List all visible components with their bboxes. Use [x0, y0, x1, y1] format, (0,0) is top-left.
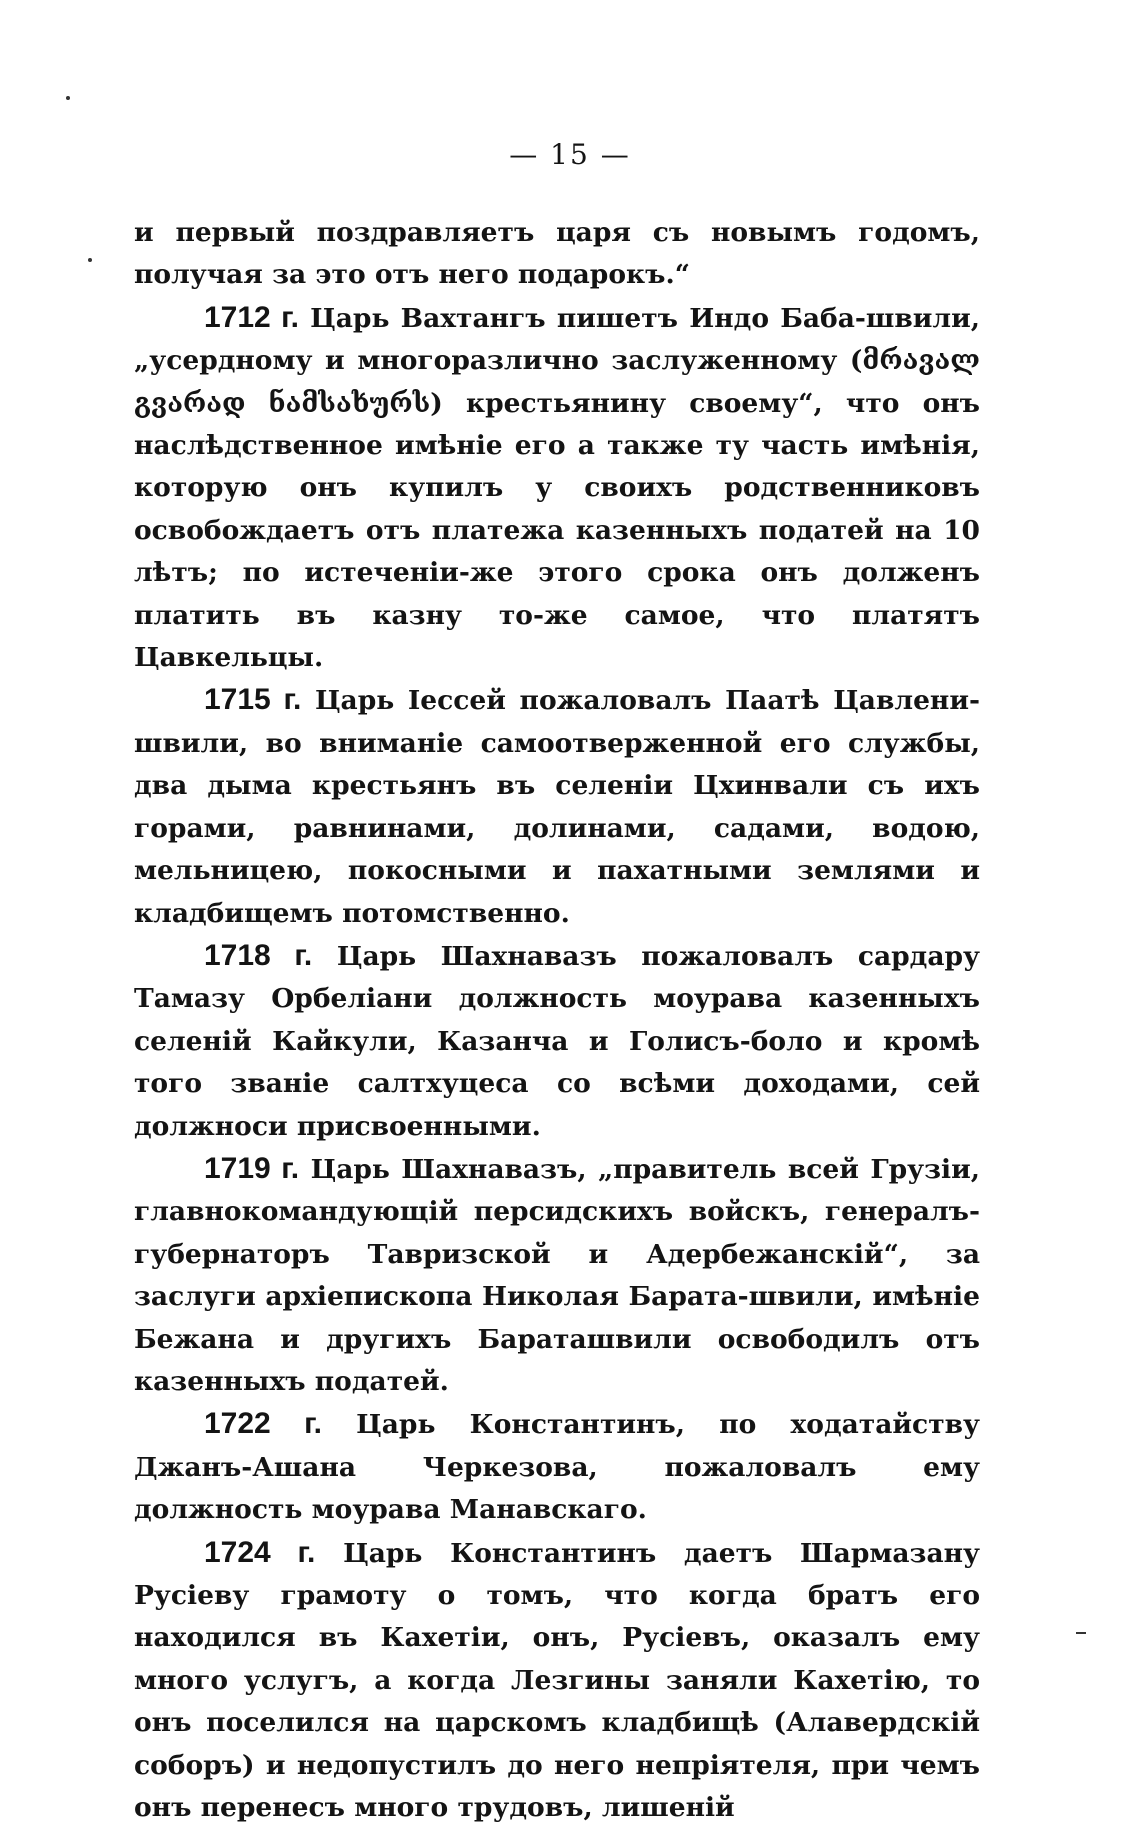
year-label: 1712 г. [204, 300, 299, 334]
paragraph-text: Царь Константинъ, по ходатайству Джанъ-Ашана Черкезова, пожаловалъ ему должность моурава Манавскаго. [134, 1409, 980, 1526]
paragraph-text: и первый поздравляетъ царя съ новымъ годомъ, получая за это отъ него подарокъ.“ [134, 217, 980, 291]
year-label: 1719 г. [204, 1151, 300, 1185]
paragraph-text: Царь Шахнавазъ, „правитель всей Грузіи, главнокомандующій персидскихъ войскъ, генералъ-губернаторъ Тавризской и Адербежанскій“, за заслуги архіепископа Николая Барата-швили, имѣніе Бежана и другихъ Бараташвили освободилъ отъ казенныхъ податей. [134, 1153, 980, 1397]
year-label: 1715 г. [204, 683, 302, 717]
paragraph-0 [134, 212, 980, 297]
paragraph-1715 [134, 679, 980, 934]
scan-speck [66, 96, 70, 100]
year-label: 1722 г. [204, 1407, 322, 1441]
paragraph-text: Царь Вахтангъ пишетъ Индо Баба-швили, „усердному и многоразлично заслуженному (მრავალ გვარად ნამსახურს) крестьянину своему“, что онъ наслѣдственное имѣніе его а также ту часть имѣнія, которую онъ купилъ у своихъ родственниковъ освобождаетъ отъ платежа казенныхъ податей на 10 лѣтъ; по истеченіи-же этого срока онъ долженъ платить въ казну то-же самое, что платятъ Цавкельцы. [134, 302, 981, 674]
paragraph-text: Царь Шахнавазъ пожаловалъ сардару Тамазу Орбеліани должность моурава казенныхъ селеній Кайкули, Казанча и Голисъ-боло и кромѣ того званіе салтхуцеса со всѣми доходами, сей должноси присвоенными. [134, 940, 980, 1142]
year-label: 1724 г. [204, 1535, 316, 1569]
paragraph-1712 [134, 297, 980, 680]
scan-speck [88, 258, 92, 262]
paragraph-text: Царь Іессей пожаловалъ Паатѣ Цавлени-швили, во вниманіе самоотверженной его службы, два дыма крестьянъ въ селеніи Цхинвали съ ихъ горами, равнинами, долинами, садами, водою, мельницею, покосными и пахатными землями и кладбищемъ потомственно. [134, 685, 980, 929]
page-number: — 15 — [509, 138, 631, 171]
paragraph-1724 [134, 1532, 980, 1829]
paragraph-text: Царь Константинъ даетъ Шармазану Русіеву грамоту о томъ, что когда братъ его находился въ Кахетіи, онъ, Русіевъ, оказалъ ему много услугъ, а когда Лезгины заняли Кахетію, то онъ поселился на царскомъ кладбищѣ (Алавердскій соборъ) и недопустилъ до него непріятеля, при чемъ онъ перенесъ много трудовъ, лишеній [134, 1537, 980, 1824]
paragraph-1718 [134, 935, 980, 1148]
year-label: 1718 г. [204, 938, 313, 972]
body-text [134, 212, 980, 1829]
scan-speck [1076, 1632, 1086, 1634]
paragraph-1722 [134, 1403, 980, 1531]
paragraph-1719 [134, 1148, 980, 1403]
